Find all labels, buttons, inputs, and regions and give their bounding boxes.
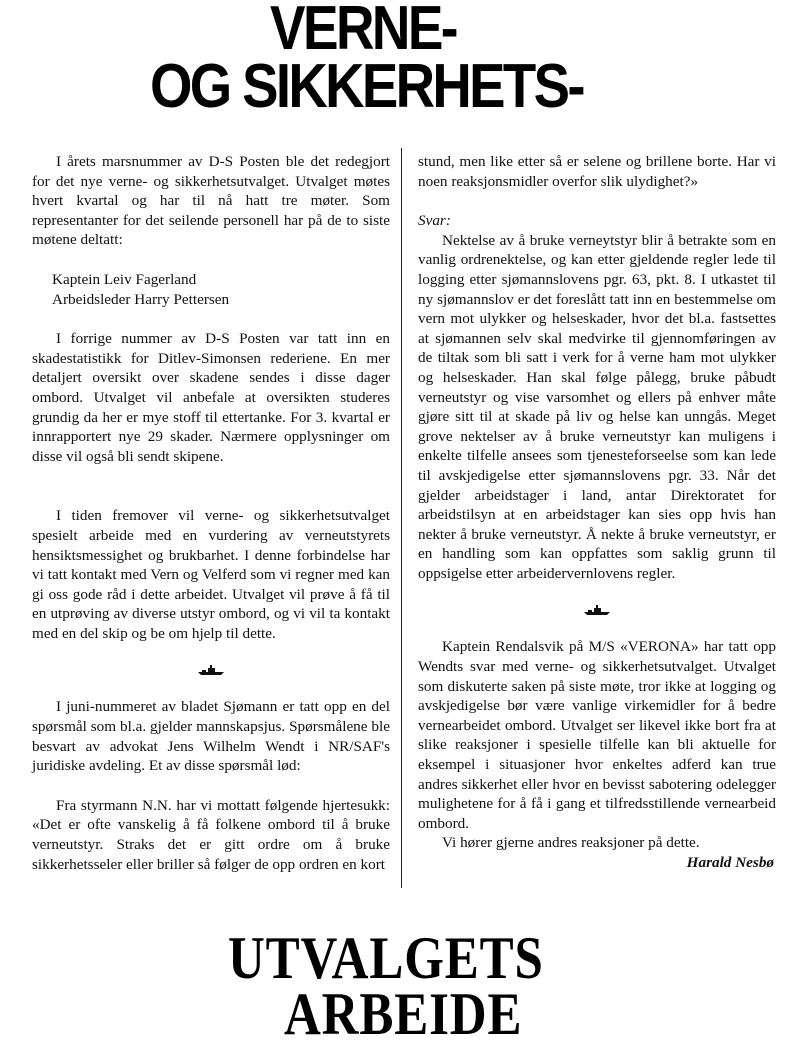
headline-top-line-2: OG SIKKERHETS- <box>150 52 583 121</box>
ship-icon <box>582 603 612 617</box>
member-list <box>32 270 390 309</box>
left-column <box>32 152 390 874</box>
member-item: Arbeidsleder Harry Pettersen <box>52 290 230 308</box>
ship-icon <box>196 663 226 677</box>
paragraph-sjomann: I juni-nummeret av bladet Sjømann er tatt opp en del spørsmål som bl.a. gjelder mannskapsjus. Spørsmålene ble besvart av advokat Jens Wilhelm Wendt i NR/SAF's juridiske avdeling. Et av disse spørsmål lød: <box>32 698 390 775</box>
headline-top-line-1: VERNE- <box>270 0 456 63</box>
paragraph-future-work: I tiden fremover vil verne- og sikkerhetsutvalget spesielt arbeide med en vurdering av verneutstyrets hensiktsmessighet og brukbarhet. I denne forbindelse har vi tatt kontakt med Vern og Velferd som vi regner med kan gi oss gode råd i dette arbeidet. Utvalget vil prøve å få til en utprøving av diverse utstyr ombord, og vi vil ta kontakt med en del skip og be om hjelp til dette. <box>32 507 390 642</box>
answer-label: Svar: <box>418 212 451 230</box>
column-divider <box>401 148 402 888</box>
paragraph-closing: Vi hører gjerne andres reaksjoner på dette. <box>442 834 700 852</box>
paragraph-statistics: I forrige nummer av D-S Posten var tatt inn en skadestatistikk for Ditlev-Simonsen rederiene. En mer detaljert oversikt over skadene sendes i disse dager ombord. Utvalget vil anbefale at oversikten studeres grundig da her er mye stoff til ettertanke. For 3. kvartal er innrapportert nye 29 skader. Nærmere opplysninger om disse vil også bli sendt skipene. <box>32 330 390 465</box>
headline-bottom-line-2: ARBEIDE <box>284 981 523 1047</box>
paragraph-question-cont: stund, men like etter så er selene og brillene borte. Har vi noen reaksjonsmidler overfor slik ulydighet?» <box>418 153 776 190</box>
member-item: Kaptein Leiv Fagerland <box>52 270 197 288</box>
paragraph-answer: Nektelse av å bruke verneytstyr blir å betrakte som en vanlig ordrenektelse, og kan etter gjeldende regler lede til logging etter sjømannslovens pgr. 63, pkt. 8. I utkastet til ny sjømannslov er det foreslått tatt inn en bestemmelse om vern mot ulykker og helseskader, hvor det bl.a. fastsettes at sjømannen selv skal medvirke til gjennomføringen av de tiltak som bli satt i verk for å verne ham mot ulykker og helseskader. Han skal følge pålegg, bruke påbudt verneutstyr og vise varsomhet og ellers på enhver måte gjøre sitt til at skade på liv og helse kan unngås. Meget grove nektelser av å bruke verneutstyr kan muligens i enkelte tilfelle ansees som tjenesteforseelse som kan lede til avskjedigelse etter sjømannslovens pgr. 33. Når det gjelder arbeidstager i land, antar Direktoratet for arbeidstilsyn at en arbeidstager kan sies opp hvis han nekter å bruke verneutstyr. Å nekte å bruke verneutstyr, er en handling som kan oppfattes som saklig grunn til oppsigelse etter arbeidervernlovens regler. <box>418 231 776 582</box>
author-signature: Harald Nesbø <box>686 854 774 871</box>
paragraph-verona: Kaptein Rendalsvik på M/S «VERONA» har tatt opp Wendts svar med verne- og sikkerhetsutvalget. Utvalget som diskuterte saken på siste møte, tror ikke at logging og avskjedigelse bør være vanlige virkemidler for å bedre vernearbeidet ombord. Utvalget ser likevel ikke bort fra at slike reaksjoner i spesielle tilfelle kan bli aktuelle for eksempel i situasjoner hvor enkeltes adferd kan true andres sikkerhet eller hvor en bevisst sabotering odelegger mulighetene for å få i gang et tilfredsstillende vernearbeid ombord. <box>418 638 776 832</box>
headline-bottom-line-1: UTVALGETS <box>228 925 544 991</box>
right-column <box>418 152 776 873</box>
paragraph-question: Fra styrmann N.N. har vi mottatt følgende hjertesukk: «Det er ofte vanskelig å få folkene ombord til å bruke verneutstyr. Straks det er gitt ordre om å bruke sikkerhetsseler eller briller så følger de opp ordren en kort <box>32 796 390 873</box>
paragraph-intro: I årets marsnummer av D-S Posten ble det redegjort for det nye verne- og sikkerhetsutvalget. Utvalget møtes hvert kvartal og har til nå hatt tre møter. Som representanter for det seilende personell har på de to siste møtene deltatt: <box>32 153 390 249</box>
